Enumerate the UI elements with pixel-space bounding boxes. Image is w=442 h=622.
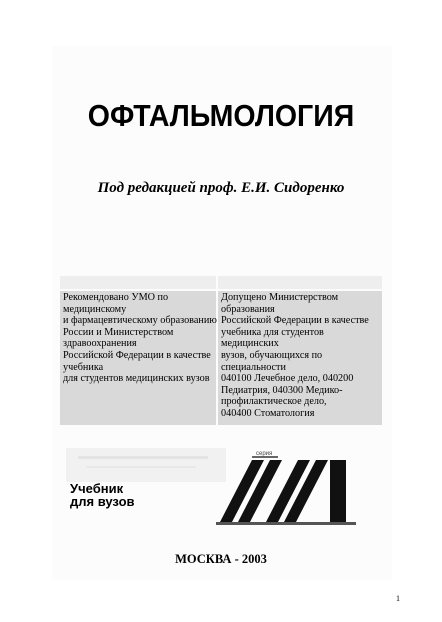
series-line-2: для вузов xyxy=(70,494,135,509)
approval-left-line: России и Министерством xyxy=(63,326,174,338)
page-number: 1 xyxy=(396,594,400,603)
approval-right-line: медицинских xyxy=(221,338,279,350)
approval-right-line: учебника для студентов xyxy=(221,326,324,338)
approval-right-line: образования xyxy=(221,303,275,315)
publisher-emblem-icon xyxy=(216,456,356,525)
approval-right-line: Российской Федерации в качестве xyxy=(221,315,369,327)
approval-left-line: медицинскому xyxy=(63,303,127,315)
approval-header-left xyxy=(60,276,216,289)
approval-header-right xyxy=(218,276,382,289)
approval-right-line: вузов, обучающихся по xyxy=(221,349,323,361)
book-title: ОФТАЛЬМОЛОГИЯ xyxy=(87,98,355,133)
approval-left-line: и фармацевтическому образованию xyxy=(63,315,217,327)
approval-right-line: 040100 Лечебное дело, 040200 xyxy=(221,373,354,385)
series-tag: серия xyxy=(256,451,273,457)
approval-cell-ministry xyxy=(218,291,382,425)
approval-table xyxy=(60,276,382,426)
approval-left-line: учебника xyxy=(63,361,104,373)
approval-right-line: 040400 Стоматология xyxy=(221,407,315,419)
approval-cell-umo xyxy=(60,291,216,425)
approval-right-line: Педиатрия, 040300 Медико- xyxy=(221,384,343,396)
approval-left-line: Российской Федерации в качестве xyxy=(63,349,211,361)
approval-left-line: здравоохранения xyxy=(63,338,137,350)
approval-left-line: Рекомендовано УМО по xyxy=(63,292,169,303)
approval-left-line: для студентов медицинских вузов xyxy=(63,373,210,385)
approval-right-line: Допущено Министерством xyxy=(221,292,339,303)
approval-right-line: специальности xyxy=(221,361,286,373)
city-year: МОСКВА - 2003 xyxy=(175,552,267,566)
series-label xyxy=(70,482,135,508)
series-line-1: Учебник xyxy=(70,481,124,496)
editor-line: Под редакцией проф. Е.И. Сидоренко xyxy=(97,180,345,196)
approval-right-line: профилактическое дело, xyxy=(221,396,327,408)
